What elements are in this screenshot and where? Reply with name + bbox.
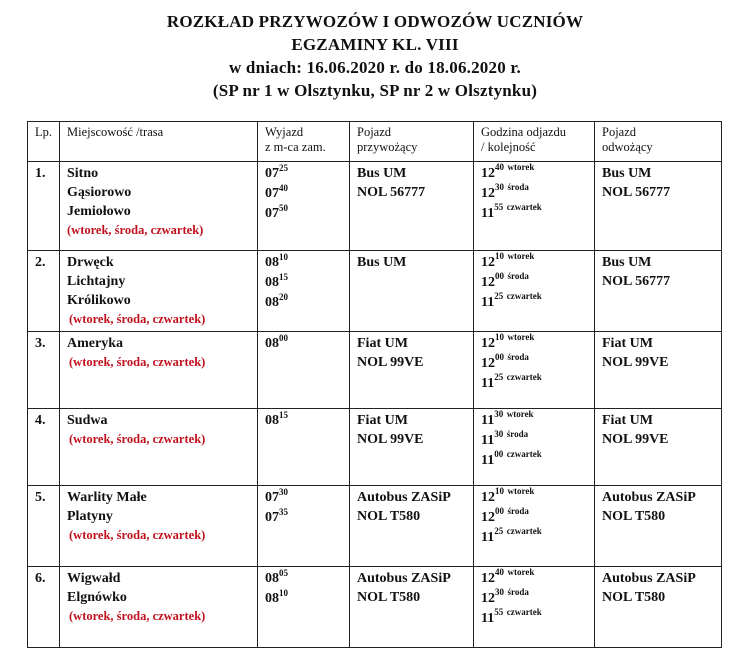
vehicle-out-text: NOL 99VE (602, 432, 669, 447)
departure-time: $08^{20}$ (265, 292, 288, 310)
days-note: (wtorek, środa, czwartek) (67, 223, 204, 237)
vehicle-out-text: NOL 99VE (602, 355, 669, 370)
departure-time: $08^{10}$ (265, 252, 288, 270)
vehicle-out-text: Fiat UM (602, 336, 653, 351)
place-name: Elgnówko (67, 590, 127, 605)
vehicle-in-text: NOL T580 (357, 590, 421, 605)
departure-time: $07^{25}$ (265, 163, 288, 181)
return-time: $12^{30}$ $^{środa}$ (481, 587, 529, 606)
vehicle-out-text: Autobus ZASiP (602, 490, 696, 505)
vehicle-out-text: Fiat UM (602, 413, 653, 428)
location-cell (60, 567, 258, 648)
return-time: $12^{00}$ $^{środa}$ (481, 506, 529, 525)
departure-time: $08^{05}$ (265, 568, 288, 586)
departure-time: $08^{15}$ (265, 410, 288, 428)
vehicle-out-cell (595, 567, 722, 648)
vehicle-out-cell (595, 162, 722, 251)
vehicle-out-text: NOL T580 (602, 590, 666, 605)
location-cell (60, 251, 258, 332)
date-range-line: w dniach: 16.06.2020 r. do 18.06.2020 r. (229, 58, 521, 77)
place-name: Platyny (67, 509, 113, 524)
place-name: Królikowo (67, 293, 131, 308)
vehicle-out-text: NOL 56777 (602, 274, 671, 289)
departure-time: $07^{30}$ (265, 487, 288, 505)
vehicle-in-text: Bus UM (357, 255, 407, 270)
vehicle-out-text: NOL T580 (602, 509, 666, 524)
table-row (28, 251, 722, 332)
vehicle-out-cell (595, 332, 722, 409)
departure-time: $07^{40}$ (265, 183, 288, 201)
departure-cell (258, 486, 350, 567)
place-name: Sudwa (67, 413, 108, 428)
row-number: 4. (28, 409, 60, 486)
return-time: $11^{30}$ $^{środa}$ (481, 429, 529, 448)
row-number: 5. (28, 486, 60, 567)
vehicle-in-text: Autobus ZASiP (357, 571, 451, 586)
place-name: Drwęck (67, 255, 114, 270)
col-header-location: Miejscowość /trasa (60, 122, 258, 162)
table-row (28, 332, 722, 409)
days-note: (wtorek, środa, czwartek) (69, 355, 206, 369)
vehicle-in-cell (350, 332, 474, 409)
return-time: $12^{40}$ $^{wtorek}$ (481, 162, 535, 181)
row-number: 3. (28, 332, 60, 409)
vehicle-in-text: Fiat UM (357, 336, 408, 351)
return-time: $11^{25}$ $^{czwartek}$ (481, 526, 542, 545)
place-name: Sitno (67, 166, 99, 181)
location-cell (60, 486, 258, 567)
return-time: $11^{55}$ $^{czwartek}$ (481, 607, 542, 626)
vehicle-in-text: Fiat UM (357, 413, 408, 428)
place-name: Lichtajny (67, 274, 126, 289)
days-note: (wtorek, środa, czwartek) (69, 432, 206, 446)
vehicle-in-cell (350, 162, 474, 251)
table-row (28, 162, 722, 251)
table-header-row (28, 122, 722, 162)
return-time: $11^{55}$ $^{czwartek}$ (481, 202, 542, 221)
table-row (28, 567, 722, 648)
schedule-table (27, 121, 722, 648)
place-name: Jemiołowo (67, 204, 131, 219)
vehicle-in-cell (350, 409, 474, 486)
vehicle-out-text: Autobus ZASiP (602, 571, 696, 586)
return-time: $11^{25}$ $^{czwartek}$ (481, 372, 542, 391)
return-time-cell (474, 162, 595, 251)
col-header-return-time: Godzina odjazdu / kolejność (474, 122, 595, 162)
return-time: $12^{10}$ $^{wtorek}$ (481, 332, 535, 351)
days-note: (wtorek, środa, czwartek) (69, 528, 206, 542)
vehicle-in-text: Autobus ZASiP (357, 490, 451, 505)
return-time-cell (474, 332, 595, 409)
departure-cell (258, 162, 350, 251)
vehicle-out-cell (595, 486, 722, 567)
departure-cell (258, 332, 350, 409)
departure-cell (258, 567, 350, 648)
vehicle-in-text: NOL 99VE (357, 432, 424, 447)
col-header-vehicle-out: Pojazd odwożący (595, 122, 722, 162)
place-name: Wigwałd (67, 571, 121, 586)
row-number: 1. (28, 162, 60, 251)
vehicle-out-text: Bus UM (602, 255, 652, 270)
vehicle-in-cell (350, 486, 474, 567)
vehicle-in-cell (350, 251, 474, 332)
vehicle-out-text: NOL 56777 (602, 185, 671, 200)
departure-time: $08^{15}$ (265, 272, 288, 290)
vehicle-in-cell (350, 567, 474, 648)
return-time-cell (474, 486, 595, 567)
vehicle-out-cell (595, 409, 722, 486)
title-line-1: ROZKŁAD PRZYWOZÓW I ODWOZÓW UCZNIÓW (166, 12, 584, 31)
location-cell (60, 162, 258, 251)
place-name: Gąsiorowo (67, 185, 132, 200)
table-row (28, 409, 722, 486)
return-time: $11^{30}$ $^{wtorek}$ (481, 409, 534, 428)
vehicle-in-text: NOL 56777 (357, 185, 426, 200)
return-time: $12^{40}$ $^{wtorek}$ (481, 567, 535, 586)
schools-line: (SP nr 1 w Olsztynku, SP nr 2 w Olsztynku) (212, 81, 538, 100)
return-time-cell (474, 409, 595, 486)
return-time: $11^{00}$ $^{czwartek}$ (481, 449, 542, 468)
vehicle-out-cell (595, 251, 722, 332)
departure-time: $07^{35}$ (265, 507, 288, 525)
return-time: $12^{00}$ $^{środa}$ (481, 271, 529, 290)
return-time: $12^{30}$ $^{środa}$ (481, 182, 529, 201)
row-number: 2. (28, 251, 60, 332)
departure-cell (258, 251, 350, 332)
return-time: $12^{10}$ $^{wtorek}$ (481, 251, 535, 270)
location-cell (60, 409, 258, 486)
return-time-cell (474, 567, 595, 648)
return-time: $12^{10}$ $^{wtorek}$ (481, 486, 535, 505)
return-time: $12^{00}$ $^{środa}$ (481, 352, 529, 371)
departure-time: $08^{10}$ (265, 588, 288, 606)
table-row (28, 486, 722, 567)
return-time: $11^{25}$ $^{czwartek}$ (481, 291, 542, 310)
vehicle-in-text: NOL T580 (357, 509, 421, 524)
title-line-2: EGZAMINY KL. VIII (291, 35, 459, 54)
col-header-departure: Wyjazd z m-ca zam. (258, 122, 350, 162)
days-note: (wtorek, środa, czwartek) (69, 312, 206, 326)
vehicle-out-text: Bus UM (602, 166, 652, 181)
col-header-vehicle-in: Pojazd przywożący (350, 122, 474, 162)
place-name: Ameryka (67, 336, 123, 351)
vehicle-in-text: Bus UM (357, 166, 407, 181)
departure-time: $07^{50}$ (265, 203, 288, 221)
place-name: Warlity Małe (67, 490, 147, 505)
departure-time: $08^{00}$ (265, 333, 288, 351)
location-cell (60, 332, 258, 409)
row-number: 6. (28, 567, 60, 648)
days-note: (wtorek, środa, czwartek) (69, 609, 206, 623)
col-header-lp: Lp. (28, 122, 60, 162)
vehicle-in-text: NOL 99VE (357, 355, 424, 370)
departure-cell (258, 409, 350, 486)
return-time-cell (474, 251, 595, 332)
